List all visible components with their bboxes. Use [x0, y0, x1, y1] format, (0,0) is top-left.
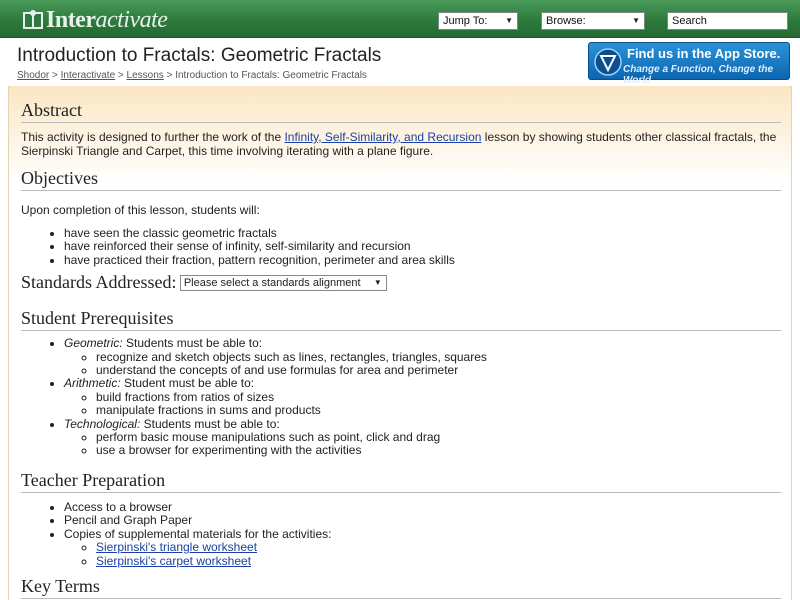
app-store-icon — [593, 47, 623, 77]
jump-to-select[interactable]: Jump To: ▼ — [438, 12, 518, 30]
breadcrumb-interactivate[interactable]: Interactivate — [60, 70, 116, 81]
browse-select[interactable]: Browse: ▼ — [541, 12, 645, 30]
dropdown-arrow-icon: ▼ — [373, 277, 382, 287]
list-item: ◦ understand the concepts of and use formulas for area and perimeter — [96, 364, 781, 377]
standards-select[interactable]: Please select a standards alignment ▼ — [180, 275, 387, 291]
list-item — [96, 555, 781, 568]
key-terms-heading: Key Terms — [21, 576, 781, 599]
list-item: • have reinforced their sense of infinity, self-similarity and recursion — [64, 240, 781, 253]
top-bar — [0, 0, 800, 38]
standards-heading: Standards Addressed: — [21, 272, 177, 293]
dropdown-arrow-icon: ▼ — [632, 16, 640, 25]
teacher-list — [21, 501, 781, 568]
list-item: • Arithmetic: Student must be able to: ◦ build fractions from ratios of sizes ◦ manipulate fractions in sums and products — [64, 377, 781, 417]
triangle-worksheet-link[interactable]: Sierpinski's triangle worksheet — [96, 540, 258, 555]
list-item: ◦ manipulate fractions in sums and products — [96, 404, 781, 417]
abstract-text: This activity is designed to further the work of the Infinity, Self-Similarity, and Recursion lesson by showing students other classical fractals, the Sierpinski Triangle and Carpet, this time involving iterating with a plane figure. — [21, 130, 777, 158]
list-item: ◦ build fractions from ratios of sizes — [96, 391, 781, 404]
prereq-heading: Student Prerequisites — [21, 308, 781, 331]
list-item: • Access to a browser — [64, 501, 781, 514]
list-item: • Copies of supplemental materials for the activities: ◦ Sierpinski's triangle worksheet ◦ Sierpinski's carpet worksheet — [64, 528, 781, 568]
breadcrumb-current: Introduction to Fractals: Geometric Fractals — [175, 70, 367, 81]
book-person-icon — [22, 9, 44, 31]
standards-row — [21, 272, 781, 293]
content-panel — [8, 86, 792, 600]
list-item: • have practiced their fraction, pattern recognition, perimeter and area skills — [64, 254, 781, 267]
list-item: • Pencil and Graph Paper — [64, 514, 781, 527]
list-item: • Technological: Students must be able to: ◦ perform basic mouse manipulations such as point, click and drag ◦ use a browser for experimenting with the activities — [64, 418, 781, 458]
page-title: Introduction to Fractals: Geometric Fractals — [17, 45, 382, 66]
carpet-worksheet-link[interactable]: Sierpinski's carpet worksheet — [96, 553, 252, 568]
prereq-list — [21, 337, 781, 458]
infinity-lesson-link[interactable]: Infinity, Self-Similarity, and Recursion — [284, 130, 482, 144]
dropdown-arrow-icon: ▼ — [505, 16, 513, 25]
abstract-heading: Abstract — [21, 100, 781, 123]
list-item: ◦ use a browser for experimenting with the activities — [96, 444, 781, 457]
teacher-heading: Teacher Preparation — [21, 470, 781, 493]
list-item: • have seen the classic geometric fractals — [64, 227, 781, 240]
breadcrumb: Shodor > Interactivate > Lessons > Introduction to Fractals: Geometric Fractals — [17, 70, 367, 81]
list-item — [96, 541, 781, 554]
objectives-intro: Upon completion of this lesson, students will: — [21, 203, 260, 217]
breadcrumb-shodor[interactable]: Shodor — [17, 70, 50, 81]
objectives-heading: Objectives — [21, 168, 781, 191]
list-item: ◦ recognize and sketch objects such as lines, rectangles, triangles, squares — [96, 351, 781, 364]
interactivate-logo[interactable]: Interactivate — [22, 7, 167, 33]
objectives-list — [21, 227, 781, 267]
title-strip — [8, 40, 792, 84]
app-store-banner[interactable]: Find us in the App Store. Change a Function, Change the World — [588, 42, 790, 80]
breadcrumb-lessons[interactable]: Lessons — [126, 70, 164, 81]
list-item: • Geometric: Students must be able to: ◦ recognize and sketch objects such as lines, rectangles, triangles, squares ◦ understand the concepts of and use formulas for area and perimeter — [64, 337, 781, 377]
search-input[interactable]: Search — [667, 12, 788, 30]
list-item: ◦ perform basic mouse manipulations such as point, click and drag — [96, 431, 781, 444]
